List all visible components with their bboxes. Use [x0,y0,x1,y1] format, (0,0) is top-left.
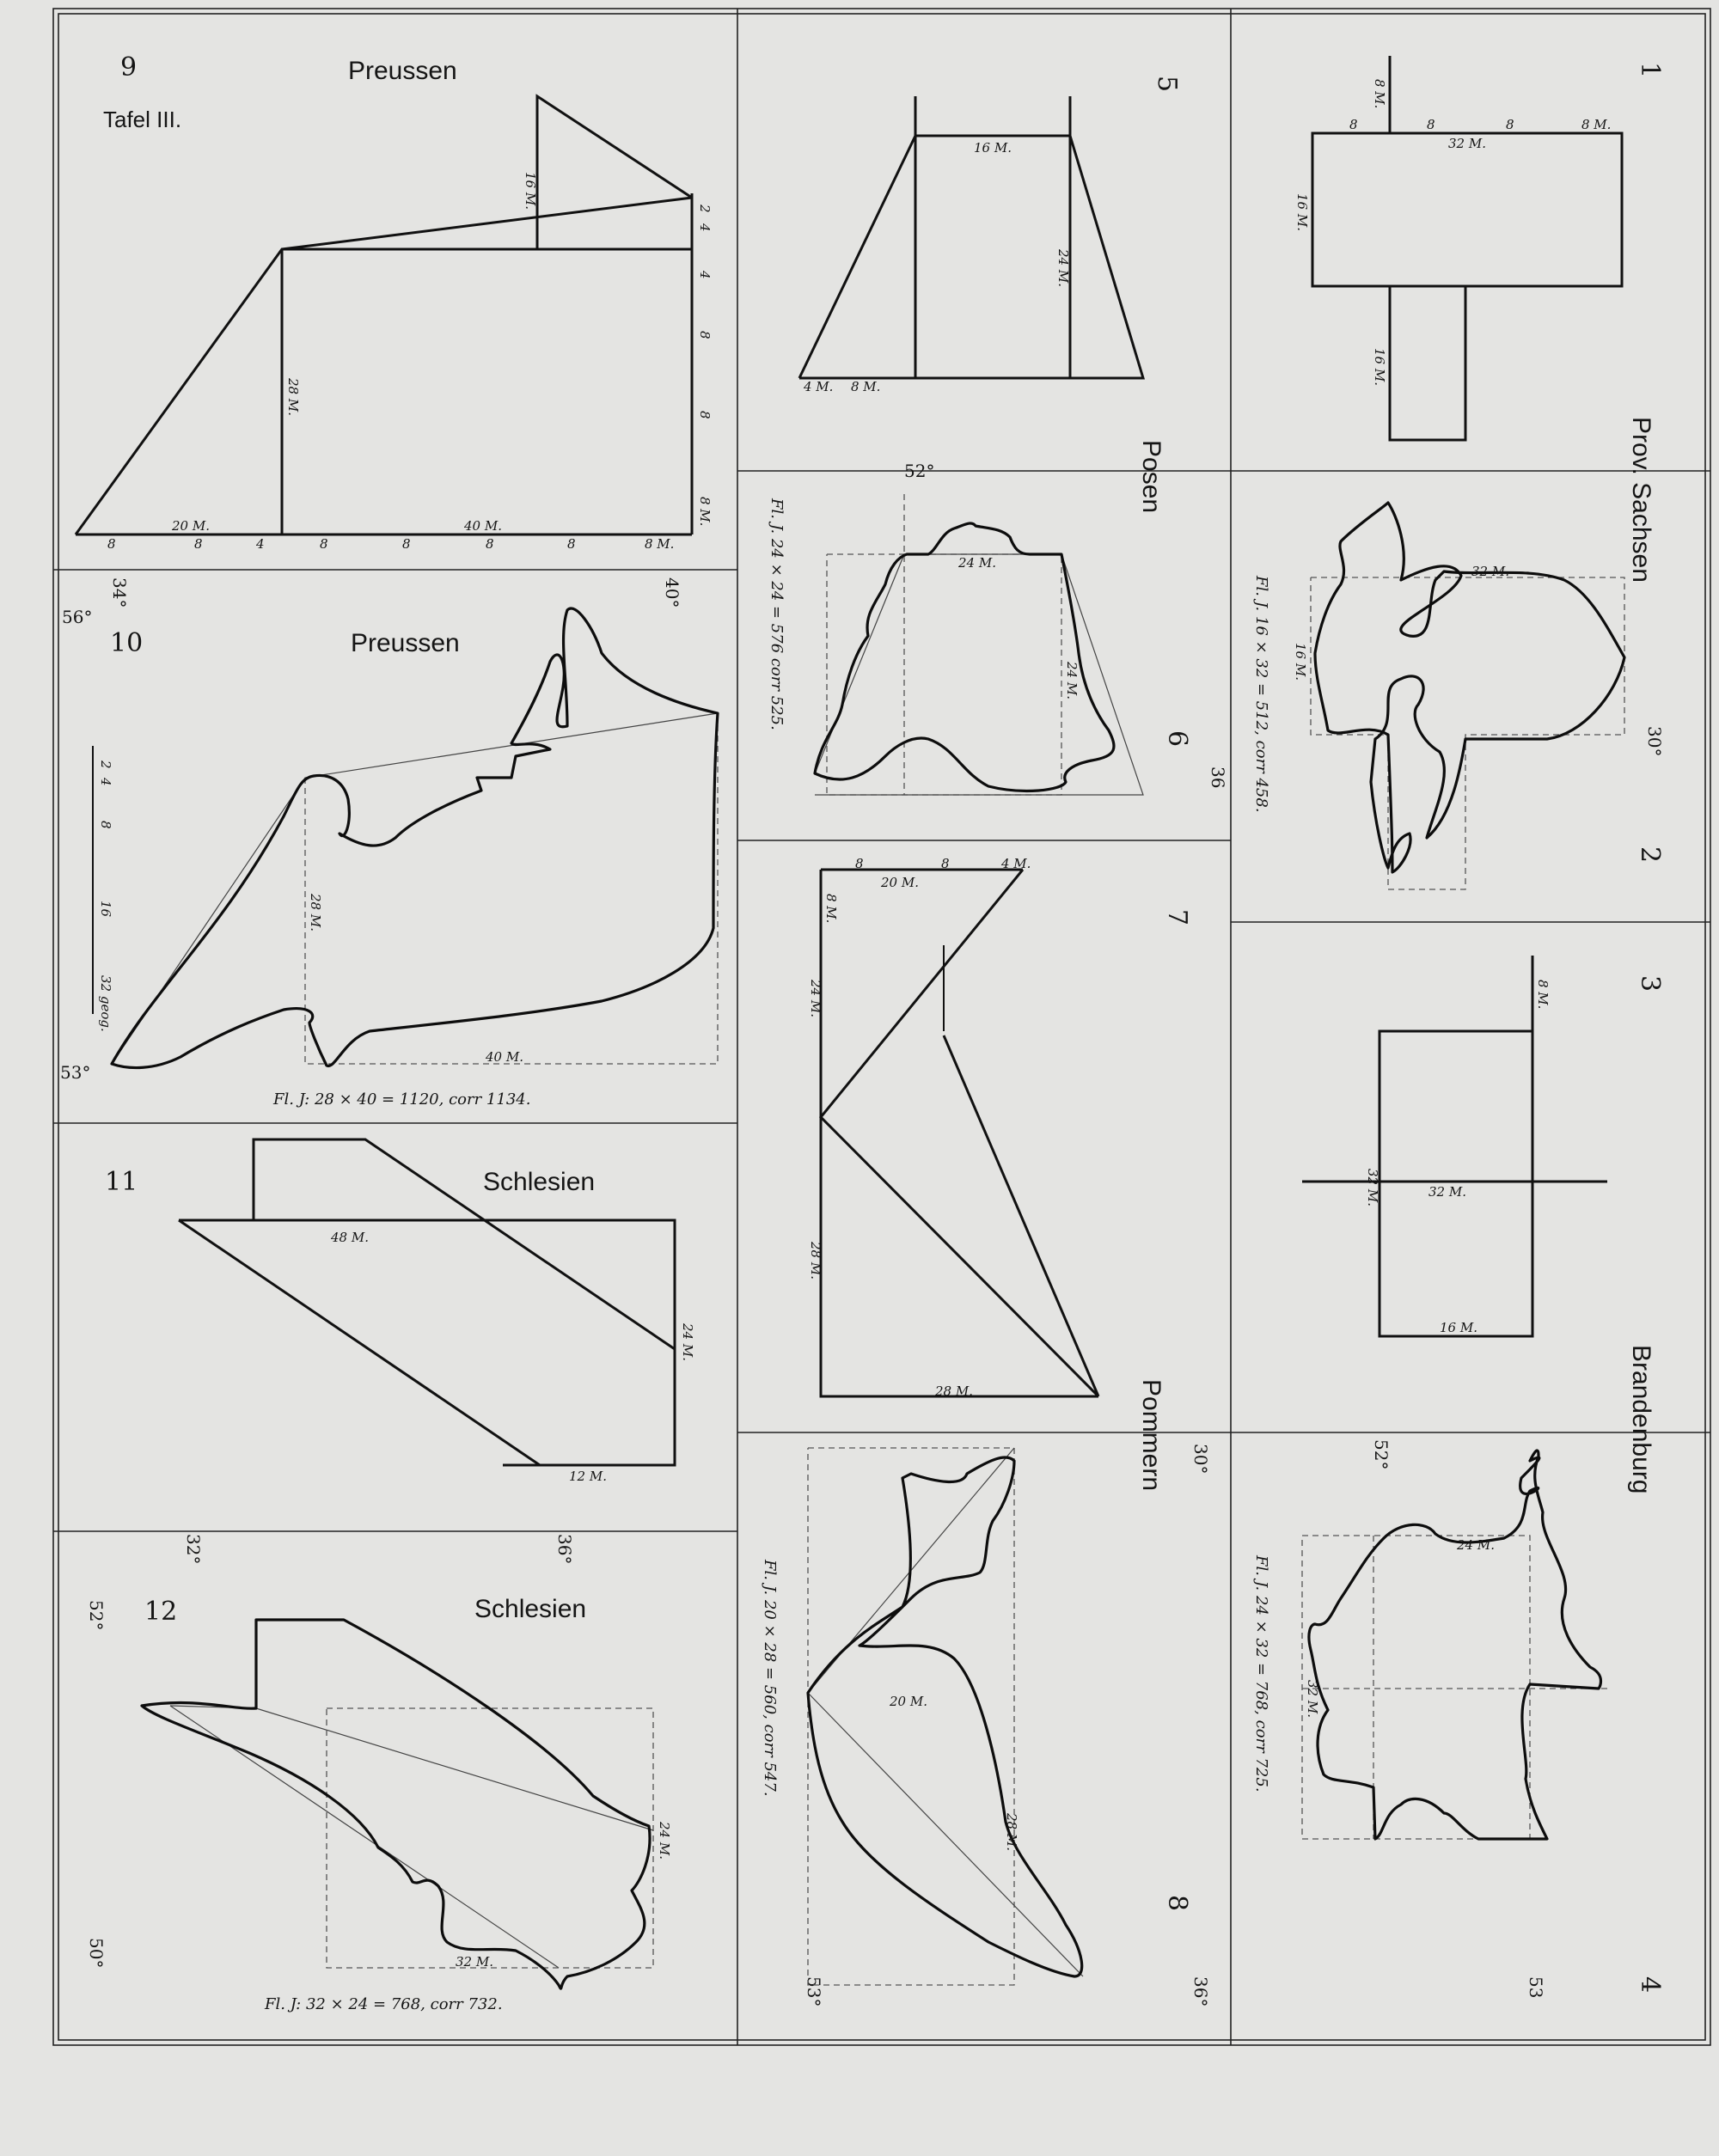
dimension-label: 8 [697,331,713,339]
degree-label: 40° [662,577,682,608]
panel-number: 7 [1162,909,1192,926]
dimension-label: 24 M. [1064,662,1080,699]
degree-label: 53° [60,1062,91,1083]
panel-number: 5 [1152,76,1182,93]
degree-label: 56° [62,607,93,627]
region-outline [112,608,718,1067]
dimension-label: 8 [941,856,950,871]
construction-line [112,713,718,1064]
scale-label: 2 [98,760,113,769]
construction-line [254,1139,675,1349]
dimension-label: 8 [697,411,713,419]
reference-outline [1311,577,1624,889]
panel-title: Schlesien [474,1595,587,1623]
panel-5 [799,76,1182,513]
construction-line [808,1693,1083,1976]
dimension-label: 16 M. [1294,193,1310,231]
degree-label: 30° [1644,726,1665,757]
panel-number: 6 [1162,730,1192,748]
panel-title: Preussen [348,57,457,85]
panel-2 [1252,503,1665,889]
dimension-label: 8 [1506,117,1514,132]
panel-number: 10 [110,628,144,658]
region-outline [1309,1451,1601,1839]
dimension-label: 16 M. [974,140,1012,156]
dimension-label: 2 [697,205,713,213]
dimension-label: 8 [107,536,116,552]
reference-rectangle [1302,1536,1530,1839]
construction-line [179,1220,675,1465]
area-formula: Fl. J. 24 × 24 = 576 corr 525. [768,498,786,730]
panel-title: Schlesien [483,1168,596,1196]
dimension-label: 16 M. [523,172,538,210]
outer-frame [53,9,1710,2045]
dimension-label: 8 M. [851,379,881,394]
panel-title: Brandenburg [1627,1345,1655,1494]
dimension-label: 24 M. [657,1822,672,1860]
dimension-label: 20 M. [881,875,919,890]
dimension-label: 24 M. [958,555,996,571]
dimension-label: 8 [567,536,576,552]
dimension-label: 32 M. [1448,136,1486,151]
degree-label: 36° [1190,1976,1211,2007]
construction-line [944,1035,1098,1396]
panel-9 [76,52,713,608]
dimension-label: 4 [256,536,265,552]
panel-4 [1252,1439,1665,1998]
construction-line [1312,133,1622,286]
construction-line [179,1220,540,1465]
panel-number: 9 [120,52,138,82]
dimension-label: 4 [697,271,713,279]
scale-label: 16 [98,901,113,918]
dimension-label: 8 [486,536,494,552]
panel-title: Pommern [1137,1379,1165,1492]
dimension-label: 40 M. [486,1049,523,1065]
dimension-label: 8 M. [1372,79,1387,109]
dimension-label: 8 M. [645,536,675,552]
panel-number: 2 [1635,846,1665,864]
construction-line [170,1706,653,1830]
area-formula: Fl. J. 20 × 28 = 560, corr 547. [761,1560,779,1797]
panel-title: Prov. Sachsen [1627,417,1655,583]
dimension-label: 32 M. [1305,1680,1320,1718]
construction-line [282,198,692,249]
scale-label: 8 [98,821,113,829]
dimension-label: 32 M. [1365,1169,1380,1206]
dimension-label: 8 [320,536,328,552]
construction-line [76,249,692,534]
dimension-label: 16 M. [1293,643,1308,681]
panel-number: 4 [1635,1976,1665,1994]
plate-label: Tafel III. [103,107,182,132]
panel-8 [761,1444,1211,2006]
dimension-label: 8 [194,536,203,552]
dimension-label: 20 M. [890,1694,927,1709]
region-outline [142,1620,650,1988]
dimension-label: 24 M. [1457,1537,1495,1553]
reference-rectangle [827,554,1061,795]
dimension-label: 28 M. [285,378,301,416]
degree-label: 53° [804,1976,824,2007]
degree-label: 53 [1526,1976,1546,1999]
dimension-label: 8 [402,536,411,552]
area-formula: Fl. J. 16 × 32 = 512, corr 458. [1252,576,1270,813]
dimension-label: 20 M. [172,518,210,534]
dimension-label: 8 [1427,117,1435,132]
panel-title: Preussen [351,629,460,657]
panel-3 [1302,956,1665,1493]
degree-label: 32° [183,1534,204,1565]
dimension-label: 8 M. [823,894,839,924]
panel-11 [105,1139,695,1564]
dimension-label: 32 M. [1471,564,1509,579]
dimension-label: 24 M. [808,980,823,1017]
panel-number: 3 [1635,975,1665,992]
dimension-label: 4 M. [1001,856,1031,871]
dimension-label: 32 M. [456,1954,493,1970]
degree-label: 52° [86,1600,107,1631]
panel-number: 12 [144,1597,178,1627]
panel-12 [86,1595,672,2013]
dimension-label: 8 M. [1581,117,1612,132]
reference-rectangle [327,1708,653,1968]
reference-rectangle [305,713,718,1064]
construction-line [537,96,692,249]
region-outline [1315,503,1624,872]
dimension-label: 24 M. [680,1323,695,1361]
dimension-label: 40 M. [464,518,502,534]
area-formula: Fl. J: 32 × 24 = 768, corr 732. [265,1995,503,2013]
construction-line [821,870,1098,1396]
panel-7 [808,856,1192,1491]
area-formula: Fl. J: 28 × 40 = 1120, corr 1134. [273,1090,531,1109]
panel-1 [1294,56,1665,583]
degree-label: 36 [1208,767,1228,789]
panel-number: 1 [1635,62,1665,79]
dimension-label: 8 [1349,117,1358,132]
degree-label: 52° [904,461,935,481]
degree-label: 52° [1371,1439,1392,1470]
dimension-label: 24 M. [1055,249,1071,287]
construction-line [1390,286,1465,440]
dimension-label: 28 M. [1004,1813,1019,1851]
degree-label: 50° [86,1938,107,1969]
dimension-label: 8 [855,856,864,871]
region-outline [808,1457,1082,1976]
panel-title: Posen [1137,440,1165,514]
dimension-label: 16 M. [1440,1320,1477,1335]
degree-label: 34° [109,577,130,608]
dimension-label: 8 M. [697,497,713,527]
panel-number: 8 [1162,1895,1192,1912]
construction-line [799,136,1143,378]
scale-label: 4 [98,778,113,786]
panel-10 [60,607,718,1109]
dimension-label: 32 M. [1428,1184,1466,1200]
dimension-label: 28 M. [808,1242,823,1280]
dimension-label: 4 M. [804,379,834,394]
dimension-label: 12 M. [569,1469,607,1484]
dimension-label: 16 M. [1372,348,1387,386]
area-formula: Fl. J. 24 × 32 = 768, corr 725. [1252,1555,1270,1793]
dimension-label: 28 M. [935,1383,973,1399]
dimension-label: 8 M. [1535,980,1551,1010]
dimension-label: 28 M. [308,894,323,931]
degree-label: 30° [1190,1444,1211,1475]
degree-label: 36° [554,1534,575,1565]
dimension-label: 48 M. [331,1230,369,1245]
scale-label: 32 geog. [98,975,113,1032]
dimension-label: 4 [697,223,713,232]
panel-number: 11 [105,1167,138,1197]
